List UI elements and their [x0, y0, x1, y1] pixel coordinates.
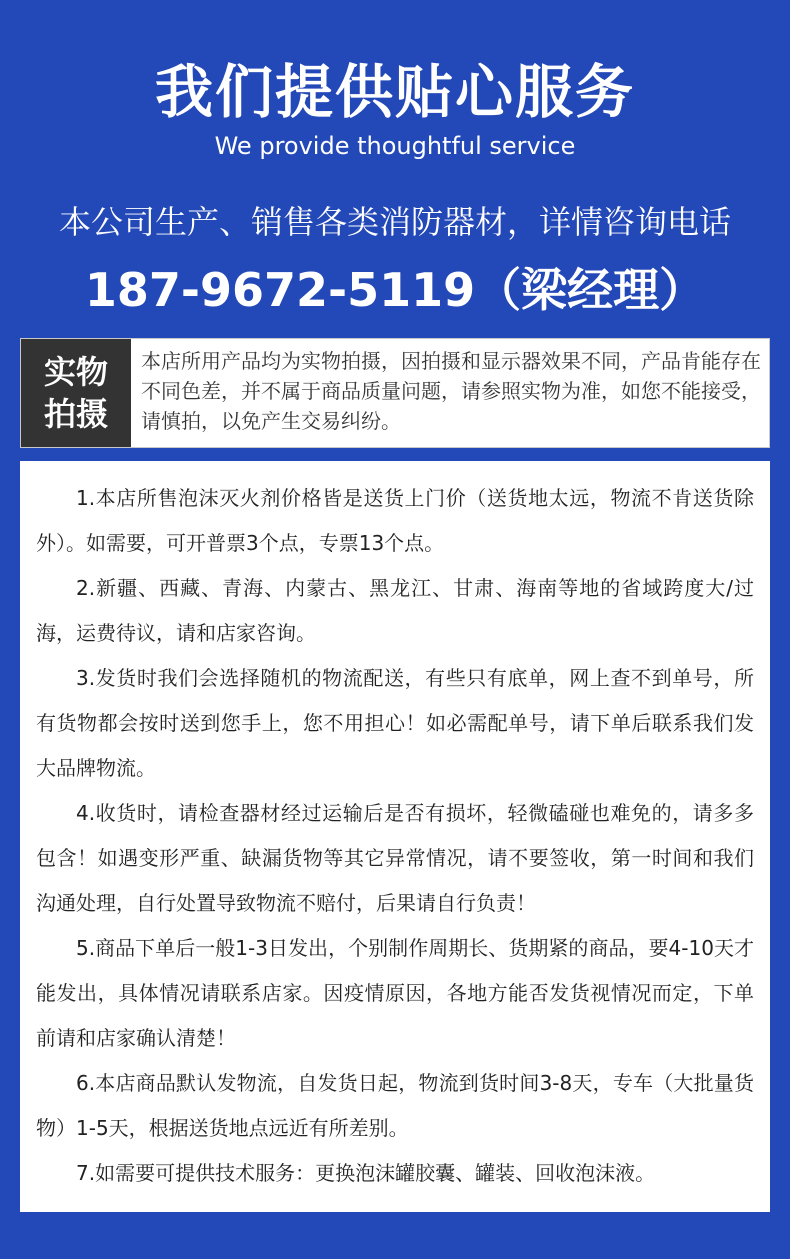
page-subtitle: We provide thoughtful service — [214, 132, 576, 160]
terms-panel — [20, 461, 770, 1212]
term-item-4: 4.收货时，请检查器材经过运输后是否有损坏，轻微磕碰也难免的，请多多包含！如遇变形严重、缺漏货物等其它异常情况，请不要签收，第一时间和我们沟通处理，自行处置导致物流不赔付，后果请自行负责！ — [36, 801, 754, 915]
term-item-5: 5.商品下单后一般1-3日发出，个别制作周期长、货期紧的商品，要4-10天才能发出，具体情况请联系店家。因疫情原因，各地方能否发货视情况而定，下单前请和店家确认清楚！ — [36, 936, 754, 1050]
term-item-2: 2.新疆、西藏、青海、内蒙古、黑龙江、甘肃、海南等地的省域跨度大/过海，运费待议，请和店家咨询。 — [36, 576, 754, 645]
photo-notice-tag-label: 实物拍摄 — [43, 353, 108, 433]
term-item-6: 6.本店商品默认发物流，自发货日起，物流到货时间3-8天，专车（大批量货物）1-5天，根据送货地点远近有所差别。 — [36, 1071, 754, 1140]
photo-notice-text: 本店所用产品均为实物拍摄，因拍摄和显示器效果不同，产品肯能存在不同色差，并不属于商品质量问题，请参照实物为准，如您不能接受，请慎拍，以免产生交易纠纷。 — [141, 349, 761, 433]
term-item-3: 3.发货时我们会选择随机的物流配送，有些只有底单，网上查不到单号，所有货物都会按时送到您手上，您不用担心！如必需配单号，请下单后联系我们发大品牌物流。 — [36, 666, 754, 780]
term-item-7: 7.如需要可提供技术服务：更换泡沫罐胶囊、罐装、回收泡沫液。 — [76, 1161, 656, 1185]
contact-phone: 187-9672-5119（梁经理） — [84, 263, 706, 317]
page-title: 我们提供贴心服务 — [154, 58, 635, 126]
term-item-1: 1.本店所售泡沫灭火剂价格皆是送货上门价（送货地太远，物流不肯送货除外）。如需要，可开普票3个点，专票13个点。 — [36, 486, 754, 555]
photo-notice-box — [20, 338, 770, 448]
company-description: 本公司生产、销售各类消防器材，详情咨询电话 — [58, 203, 731, 241]
photo-notice-tag — [21, 339, 131, 447]
